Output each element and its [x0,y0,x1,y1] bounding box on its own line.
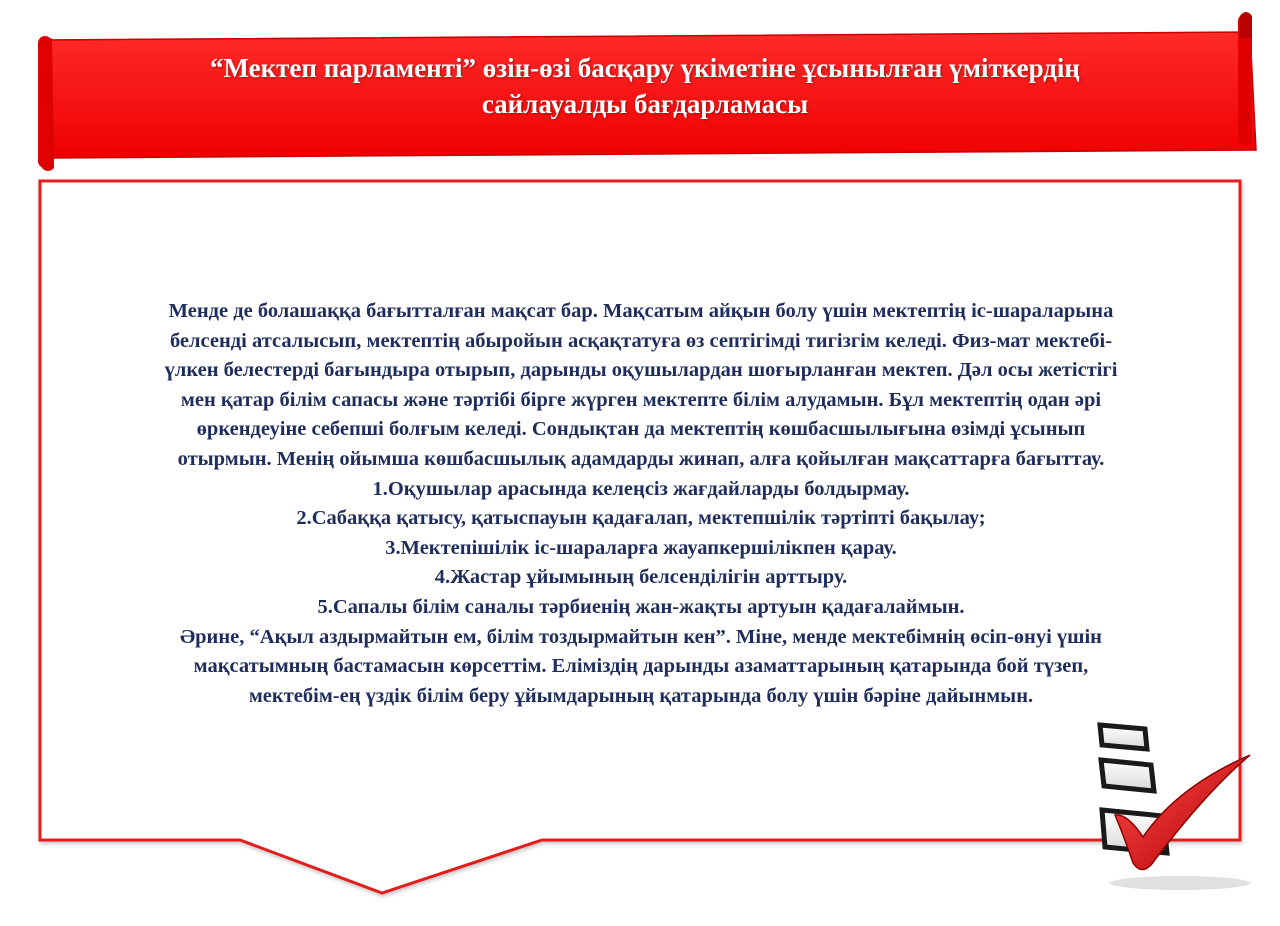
text-line: мен қатар білім сапасы және тәртібі бірге жүрген мектепте білім алудамын. Бұл мектептің одан әрі [180,388,1102,411]
text-line: мақсатымның бастамасын көрсеттім. Еліміздің дарынды азаматтарының қатарында бой түзеп, [193,655,1089,678]
list-item: 1.Оқушылар арасында келеңсіз жағдайларды болдырмау. [372,477,910,500]
program-text [48,297,1234,711]
title-line-2: сайлауалды бағдарламасы [481,89,809,119]
text-line: отырмын. Менің ойымша көшбасшылық адамдарды жинап, алға қойылған мақсаттарға бағыттау. [177,447,1105,470]
text-line: өркендеуіне себепші болғым келеді. Сондықтан да мектептің көшбасшылығына өзімді ұсынып [196,418,1086,441]
text-line: үлкен белестерді бағындыра отырып, дарынды оқушылардан шоғырланған мектеп. Дәл осы жетістігі [164,359,1118,382]
text-line: мектебім-ең үздік білім беру ұйымдарының қатарында болу үшін бәріне дайынмын. [248,684,1034,707]
checklist-icon [1085,715,1260,895]
list-item: 5.Сапалы білім саналы тәрбиенің жан-жақты артуын қадағалаймын. [317,595,965,618]
text-line: Менде де болашаққа бағытталған мақсат бар. Мақсатым айқын болу үшін мектептің іс-шараларына [168,300,1114,322]
list-item: 2.Сабаққа қатысу, қатыспауын қадағалап, мектепшілік тәртіпті бақылау; [296,507,986,530]
list-item: 4.Жастар ұйымының белсенділігін арттыру. [434,566,848,589]
text-line: белсенді атсалысып, мектептің абыройын асқақтатуға өз септігімді тигізгім келеді. Физ-мат мектебі- [169,329,1113,352]
title-banner [30,10,1270,175]
list-item: 3.Мектепішілік іс-шараларға жауапкершілікпен қарау. [385,536,897,559]
title-line-1: “Мектеп парламенті” өзін-өзі басқару үкіметіне ұсынылған үміткердің [210,53,1080,83]
page-title [70,50,1220,122]
text-line: Әрине, “Ақыл аздырмайтын ем, білім тоздырмайтын кен”. Міне, менде мектебімнің өсіп-өнуі үшін [180,625,1102,648]
